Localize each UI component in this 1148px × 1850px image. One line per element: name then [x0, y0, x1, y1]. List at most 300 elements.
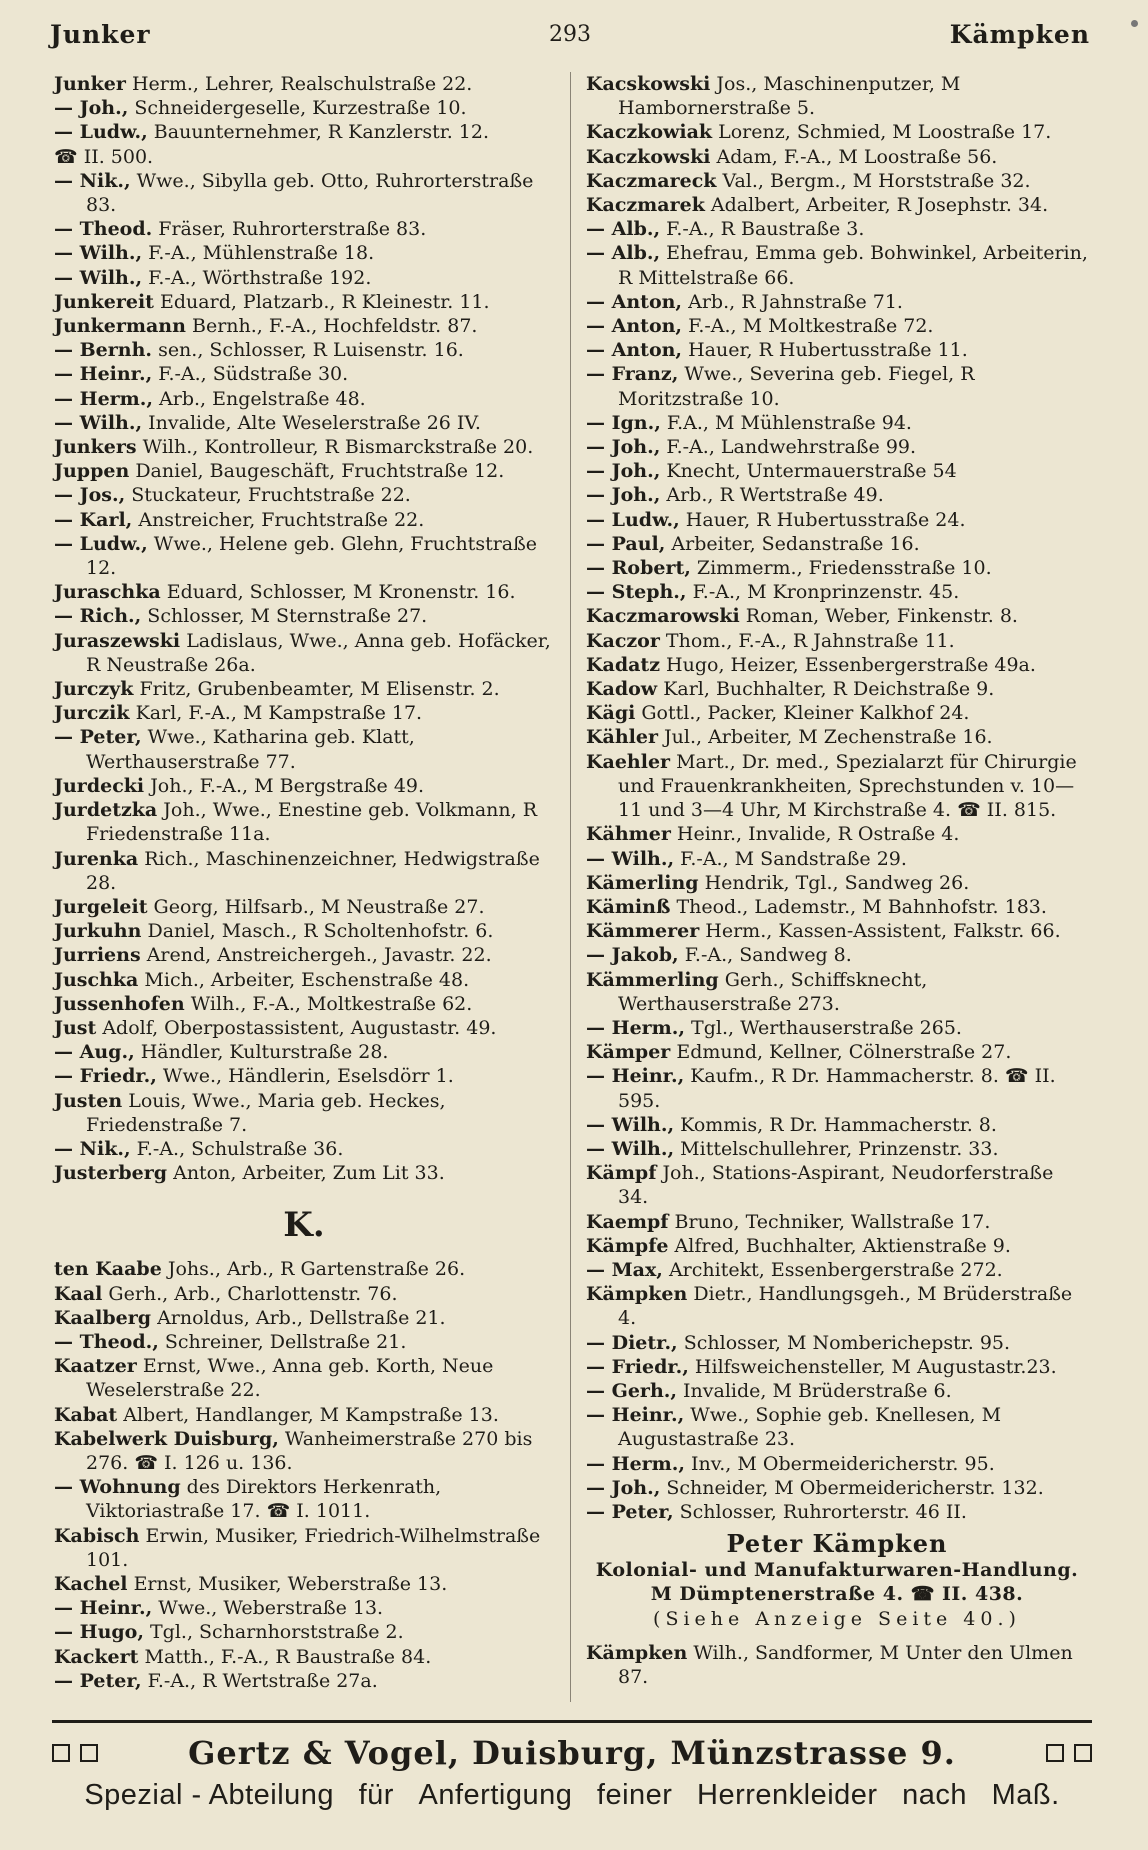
ad-address: M Dümptenerstraße 4. ☎ II. 438.	[650, 1583, 1024, 1606]
entry-name: — Peter,	[586, 1500, 674, 1523]
entry-name: Kaczkowski	[586, 145, 711, 168]
section-letter: K.	[283, 1205, 325, 1246]
entry-details: Tgl., Werthauserstraße 265.	[691, 1016, 962, 1039]
entry-details: Bernh., F.-A., Hochfeldstr. 87.	[191, 315, 478, 338]
entry-name: — Herm.,	[586, 1016, 685, 1039]
entry-details: Adam, F.-A., M Loostraße 56.	[716, 145, 998, 168]
directory-entry	[54, 532, 554, 580]
directory-entry	[54, 314, 554, 338]
square-ornament-icon	[52, 1744, 70, 1762]
directory-entry	[54, 725, 554, 773]
directory-entry	[54, 1354, 554, 1402]
directory-entry	[54, 217, 554, 241]
entry-name: — Steph.,	[586, 581, 687, 604]
left-entry-list	[54, 72, 554, 1185]
entry-name: Junkermann	[54, 315, 186, 338]
entry-name: Kaal	[54, 1282, 103, 1305]
directory-entry	[586, 556, 1088, 580]
entry-details: Arend, Anstreichergeh., Javastr. 22.	[146, 944, 492, 967]
entry-details: Eduard, Platzarb., R Kleinestr. 11.	[160, 290, 490, 313]
entry-name: Kadatz	[586, 653, 660, 676]
entry-name: Justerberg	[54, 1162, 168, 1185]
entry-details: Arb., Engelstraße 48.	[159, 387, 366, 410]
footer-firm-name: Gertz & Vogel, Duisburg, Münzstrasse 9.	[188, 1734, 956, 1772]
footer-rule	[52, 1720, 1092, 1723]
entry-name: Kämper	[586, 1041, 671, 1064]
entry-details: F.-A., R Baustraße 3.	[666, 218, 865, 241]
entry-name: Jurkuhn	[54, 920, 142, 943]
directory-entry	[586, 653, 1088, 677]
entry-name: — Ign.,	[586, 411, 661, 434]
footer-firm-line	[52, 1733, 1092, 1773]
entry-details: Albert, Handlanger, M Kampstraße 13.	[123, 1403, 499, 1426]
entry-name: — Ludw.,	[54, 121, 148, 144]
entry-name: — Rich.,	[54, 605, 142, 628]
entry-details: Zimmerm., Friedensstraße 10.	[696, 557, 992, 580]
directory-entry	[54, 387, 554, 411]
directory-entry	[54, 120, 554, 144]
entry-details: Fräser, Ruhrorterstraße 83.	[158, 218, 427, 241]
directory-entry	[586, 120, 1088, 144]
directory-entry	[54, 411, 554, 435]
entry-details: Schreiner, Dellstraße 21.	[164, 1330, 407, 1353]
entry-details: Wilh., Sandformer, M Unter den Ulmen 87.	[618, 1641, 1073, 1688]
entry-name: — Ludw.,	[586, 508, 680, 531]
entry-details: Arnoldus, Arb., Dellstraße 21.	[157, 1306, 446, 1329]
entry-details: Arbeiter, Sedanstraße 16.	[671, 532, 920, 555]
directory-entry	[54, 919, 554, 943]
directory-entry	[586, 362, 1088, 410]
entry-details: Kaufm., R Dr. Hammacherstr. 8. ☎ II. 595.	[618, 1065, 1056, 1112]
header-right-keyword: Kämpken	[949, 20, 1090, 49]
entry-details: des Direktors Herkenrath, Viktoriastraße 17. ☎ I. 1011.	[86, 1476, 442, 1523]
entry-name: — Heinr.,	[586, 1404, 685, 1427]
directory-entry	[54, 1257, 554, 1281]
directory-entry	[586, 411, 1088, 435]
entry-name: Kackert	[54, 1645, 139, 1668]
entry-details: Anton, Arbeiter, Zum Lit 33.	[173, 1162, 445, 1185]
entry-name: Jurdetzka	[54, 799, 158, 822]
footer-tagline	[52, 1779, 1092, 1812]
directory-entry	[54, 1596, 554, 1620]
entry-name: — Joh.,	[586, 460, 661, 483]
square-ornament-icon	[1074, 1744, 1092, 1762]
directory-entry	[586, 1040, 1088, 1064]
entry-details: Ernst, Wwe., Anna geb. Korth, Neue Weselerstraße 22.	[86, 1355, 494, 1402]
entry-name: Kämpken	[586, 1641, 688, 1664]
directory-entry	[54, 508, 554, 532]
entry-name: — Joh.,	[54, 97, 129, 120]
entry-name: — Peter,	[54, 1669, 142, 1692]
directory-entry	[586, 1355, 1088, 1379]
directory-entry	[54, 1403, 554, 1427]
directory-entry	[586, 338, 1088, 362]
entry-name: Kabat	[54, 1403, 118, 1426]
entry-details: Schlosser, Ruhrorterstr. 46 II.	[679, 1500, 967, 1523]
entry-details: Schneider, M Obermeidericherstr. 132.	[666, 1476, 1044, 1499]
entry-name: Juraschka	[54, 581, 161, 604]
entry-name: Junkereit	[54, 290, 154, 313]
directory-entry	[54, 943, 554, 967]
entry-name: ten Kaabe	[54, 1258, 162, 1281]
ad-reference-note: (Siehe Anzeige Seite 40.)	[653, 1607, 1021, 1630]
directory-entry	[54, 1620, 554, 1644]
directory-entry	[586, 217, 1088, 241]
entry-details: ☎ II. 500.	[54, 145, 154, 168]
entry-name: — Theod.,	[54, 1330, 159, 1353]
entry-details: Wilh., F.-A., Moltkestraße 62.	[190, 992, 473, 1015]
entry-details: Johs., Arb., R Gartenstraße 26.	[167, 1258, 466, 1281]
entry-name: Kaczmareck	[586, 169, 717, 192]
directory-entry	[586, 968, 1088, 1016]
entry-name: — Heinr.,	[586, 1065, 685, 1088]
entry-details: Herm., Kassen-Assistent, Falkstr. 66.	[705, 920, 1061, 943]
entry-name: Kaehler	[586, 750, 671, 773]
entry-details: Adalbert, Arbeiter, R Josephstr. 34.	[710, 194, 1049, 217]
directory-entry	[54, 992, 554, 1016]
entry-name: — Jakob,	[586, 944, 679, 967]
entry-details: Adolf, Oberpostassistent, Augustastr. 49.	[102, 1016, 497, 1039]
entry-name: Kaatzer	[54, 1355, 137, 1378]
directory-entry	[586, 483, 1088, 507]
ad-business-type: Kolonial- und Manufakturwaren-Handlung.	[595, 1559, 1079, 1582]
entry-details: Kommis, R Dr. Hammacherstr. 8.	[680, 1113, 997, 1136]
entry-name: — Theod.	[54, 218, 153, 241]
business-advertisement	[586, 1530, 1088, 1631]
entry-details: Stuckateur, Fruchtstraße 22.	[131, 484, 411, 507]
tagline-word: nach	[902, 1779, 968, 1811]
entry-name: — Franz,	[586, 363, 679, 386]
entry-details: F.-A., Mühlenstraße 18.	[148, 242, 375, 265]
directory-entry	[54, 774, 554, 798]
entry-details: Hauer, R Hubertusstraße 11.	[688, 339, 968, 362]
entry-name: — Dietr.,	[586, 1331, 678, 1354]
entry-name: Kämmerling	[586, 968, 719, 991]
entry-details: Daniel, Masch., R Scholtenhofstr. 6.	[147, 920, 494, 943]
directory-entry	[54, 968, 554, 992]
entry-details: Knecht, Untermauerstraße 54	[666, 460, 957, 483]
directory-entry	[586, 1016, 1088, 1040]
entry-details: Bauunternehmer, R Kanzlerstr. 12.	[153, 121, 490, 144]
directory-entry	[54, 1016, 554, 1040]
page-header	[50, 20, 1090, 60]
entry-name: — Peter,	[54, 726, 142, 749]
entry-details: Heinr., Invalide, R Ostraße 4.	[676, 823, 960, 846]
entry-details: Wwe., Katharina geb. Klatt, Werthauserstraße 77.	[86, 726, 415, 773]
entry-details: F.-A., R Wertstraße 27a.	[147, 1669, 378, 1692]
entry-details: Herm., Lehrer, Realschulstraße 22.	[131, 73, 473, 95]
entry-details: Joh., Stations-Aspirant, Neudorferstraße 34.	[618, 1162, 1054, 1209]
entry-details: Hauer, R Hubertusstraße 24.	[685, 508, 966, 531]
entry-name: — Karl,	[54, 508, 133, 531]
entry-details: F.-A., Landwehrstraße 99.	[666, 436, 917, 459]
entry-details: Roman, Weber, Finkenstr. 8.	[745, 605, 1018, 628]
directory-entry	[586, 1331, 1088, 1355]
directory-entry	[54, 604, 554, 628]
entry-name: Kaalberg	[54, 1306, 152, 1329]
square-ornament-icon	[1046, 1744, 1064, 1762]
entry-name: — Paul,	[586, 532, 666, 555]
entry-details: Wwe., Händlerin, Eselsdörr 1.	[162, 1065, 454, 1088]
tagline-word: Maß.	[991, 1779, 1060, 1811]
directory-entry	[586, 193, 1088, 217]
entry-details: Daniel, Baugeschäft, Fruchtstraße 12.	[135, 460, 505, 483]
directory-entry	[54, 1089, 554, 1137]
entry-name: Kähler	[586, 726, 658, 749]
entry-details: Karl, F.-A., M Kampstraße 17.	[135, 702, 423, 725]
column-divider	[570, 72, 571, 1702]
right-column	[586, 72, 1088, 1689]
entry-name: Kabelwerk Duisburg,	[54, 1427, 279, 1450]
entry-name: Jurenka	[54, 847, 139, 870]
directory-entry	[54, 677, 554, 701]
entry-name: Junker	[54, 73, 126, 95]
directory-entry	[586, 314, 1088, 338]
entry-name: — Heinr.,	[54, 363, 153, 386]
directory-entry	[54, 1669, 554, 1693]
directory-entry	[54, 1282, 554, 1306]
entry-name: — Aug.,	[54, 1041, 135, 1064]
directory-entry	[586, 459, 1088, 483]
directory-entry	[586, 1113, 1088, 1137]
entry-details: Gerh., Arb., Charlottenstr. 76.	[108, 1282, 398, 1305]
decorative-boxes-left	[52, 1744, 98, 1762]
directory-entry	[54, 1064, 554, 1088]
entry-name: — Robert,	[586, 557, 691, 580]
tagline-word: Anfertigung	[418, 1779, 573, 1811]
entry-name: — Jos.,	[54, 484, 126, 507]
entry-name: Kaczmarowski	[586, 605, 740, 628]
directory-entry	[586, 1161, 1088, 1209]
directory-entry	[586, 1476, 1088, 1500]
directory-entry	[586, 1210, 1088, 1234]
entry-details: Händler, Kulturstraße 28.	[140, 1041, 389, 1064]
entry-name: Jurgeleit	[54, 895, 148, 918]
tagline-word: feiner	[596, 1779, 673, 1811]
directory-entry	[586, 943, 1088, 967]
directory-entry	[54, 580, 554, 604]
entry-name: Justen	[54, 1089, 123, 1112]
left-k-entry-list	[54, 1257, 554, 1693]
entry-name: Kaczmarek	[586, 194, 705, 217]
entry-name: — Friedr.,	[586, 1355, 689, 1378]
entry-name: — Ludw.,	[54, 532, 148, 555]
directory-entry	[586, 72, 1088, 120]
entry-name: — Max,	[586, 1258, 663, 1281]
directory-entry	[54, 362, 554, 386]
entry-details: F.-A., M Sandstraße 29.	[680, 847, 907, 870]
directory-entry	[586, 677, 1088, 701]
directory-entry	[54, 1645, 554, 1669]
directory-entry	[54, 290, 554, 314]
directory-entry	[586, 847, 1088, 871]
entry-details: Anstreicher, Fruchtstraße 22.	[138, 508, 425, 531]
entry-name: Kämpken	[586, 1283, 688, 1306]
directory-entry	[586, 701, 1088, 725]
entry-details: Bruno, Techniker, Wallstraße 17.	[674, 1210, 991, 1233]
directory-entry	[586, 629, 1088, 653]
directory-entry	[54, 1475, 554, 1523]
entry-details: Arb., R Jahnstraße 71.	[688, 290, 903, 313]
entry-name: Kägi	[586, 702, 636, 725]
directory-entry	[586, 1064, 1088, 1112]
entry-details: Invalide, M Brüderstraße 6.	[683, 1379, 952, 1402]
entry-details: Wwe., Helene geb. Glehn, Fruchtstraße 12.	[86, 532, 538, 580]
entry-name: Juppen	[54, 460, 130, 483]
entry-details: sen., Schlosser, R Luisenstr. 16.	[158, 339, 464, 362]
entry-name: — Alb.,	[586, 218, 661, 241]
entry-details: Wilh., Kontrolleur, R Bismarckstraße 20.	[142, 436, 534, 459]
entry-name: Kacskowski	[586, 73, 711, 95]
directory-entry	[586, 1641, 1088, 1689]
entry-details: Wwe., Severina geb. Fiegel, R Moritzstraße 10.	[618, 363, 975, 410]
entry-details: Edmund, Kellner, Cölnerstraße 27.	[676, 1041, 1012, 1064]
page-number: 293	[549, 22, 591, 47]
tagline-word: Herrenkleider	[697, 1779, 878, 1811]
directory-entry	[54, 96, 554, 120]
entry-details: Lorenz, Schmied, M Loostraße 17.	[718, 121, 1052, 144]
directory-entry	[54, 798, 554, 846]
directory-entry	[54, 629, 554, 677]
entry-name: Jurdecki	[54, 774, 145, 797]
entry-details: F.-A., M Kronprinzenstr. 45.	[692, 581, 960, 604]
directory-entry	[586, 580, 1088, 604]
directory-entry	[586, 1452, 1088, 1476]
entry-name: Juschka	[54, 968, 139, 991]
entry-name: Kämerling	[586, 871, 699, 894]
directory-entry	[586, 532, 1088, 556]
directory-entry	[54, 701, 554, 725]
right-end-entry-list	[586, 1641, 1088, 1689]
entry-name: Kadow	[586, 678, 658, 701]
entry-name: Kaczor	[586, 629, 660, 652]
directory-entry	[54, 1572, 554, 1596]
entry-name: — Herm.,	[54, 387, 153, 410]
entry-details: Matth., F.-A., R Baustraße 84.	[144, 1645, 432, 1668]
ad-business-name: Peter Kämpken	[726, 1529, 948, 1559]
directory-entry	[586, 145, 1088, 169]
entry-details: Wanheimerstraße 270 bis 276. ☎ I. 126 u. 136.	[86, 1427, 533, 1474]
directory-entry	[54, 266, 554, 290]
entry-details: F.-A., Wörthstraße 192.	[148, 266, 372, 289]
directory-entry	[586, 169, 1088, 193]
entry-details: Gerh., Schiffsknecht, Werthauserstraße 273.	[618, 968, 928, 1015]
directory-entry	[586, 871, 1088, 895]
entry-name: — Friedr.,	[54, 1065, 157, 1088]
entry-details: Architekt, Essenbergerstraße 272.	[668, 1258, 1003, 1281]
entry-name: Jussenhofen	[54, 992, 185, 1015]
directory-entry	[586, 1500, 1088, 1524]
entry-details: Georg, Hilfsarb., M Neustraße 27.	[153, 895, 485, 918]
entry-details: Hilfsweichensteller, M Augustastr.23.	[694, 1355, 1057, 1378]
directory-entry	[54, 847, 554, 895]
directory-entry	[54, 1330, 554, 1354]
entry-details: Hendrik, Tgl., Sandweg 26.	[704, 871, 970, 894]
directory-entry	[54, 483, 554, 507]
entry-details: Dietr., Handlungsgeh., M Brüderstraße 4.	[618, 1283, 1073, 1330]
entry-name: Käminß	[586, 895, 671, 918]
directory-entry	[586, 919, 1088, 943]
entry-name: Just	[54, 1016, 97, 1039]
entry-name: Jurriens	[54, 944, 141, 967]
entry-details: Joh., Wwe., Enestine geb. Volkmann, R Friedenstraße 11a.	[86, 799, 538, 846]
entry-name: — Wilh.,	[586, 847, 675, 870]
directory-entry	[54, 1161, 554, 1185]
entry-name: — Wilh.,	[54, 266, 143, 289]
entry-details: Mart., Dr. med., Spezialarzt für Chirurgie und Frauenkrankheiten, Sprechstunden v. 10—11 und 3—4 Uhr, M Kirchstraße 4. ☎ II. 815.	[618, 750, 1077, 822]
directory-entry	[586, 1379, 1088, 1403]
entry-name: Junkers	[54, 436, 137, 459]
directory-entry	[54, 1306, 554, 1330]
directory-entry	[586, 1137, 1088, 1161]
entry-details: Arb., R Wertstraße 49.	[666, 484, 884, 507]
entry-details: Val., Bergm., M Horststraße 32.	[722, 169, 1031, 192]
entry-name: Juraszewski	[54, 629, 181, 652]
directory-entry	[586, 290, 1088, 314]
entry-name: Jurczyk	[54, 678, 134, 701]
entry-name: Kämmerer	[586, 920, 700, 943]
directory-entry	[586, 508, 1088, 532]
entry-details: Thom., F.-A., R Jahnstraße 11.	[665, 629, 955, 652]
directory-entry	[586, 1282, 1088, 1330]
entry-name: — Anton,	[586, 339, 683, 362]
entry-details: F.A., M Mühlenstraße 94.	[666, 411, 912, 434]
entry-details: Alfred, Buchhalter, Aktienstraße 9.	[674, 1234, 1011, 1257]
directory-entry	[586, 1234, 1088, 1258]
entry-details: Tgl., Scharnhorststraße 2.	[150, 1621, 404, 1644]
entry-details: Ernst, Musiker, Weberstraße 13.	[133, 1572, 448, 1595]
entry-details: Jul., Arbeiter, M Zechenstraße 16.	[664, 726, 993, 749]
entry-details: Inv., M Obermeidericherstr. 95.	[691, 1452, 995, 1475]
entry-details: Theod., Lademstr., M Bahnhofstr. 183.	[676, 895, 1047, 918]
entry-details: Ehefrau, Emma geb. Bohwinkel, Arbeiterin, R Mittelstraße 66.	[618, 242, 1088, 289]
footer-advertisement	[52, 1720, 1092, 1812]
square-ornament-icon	[80, 1744, 98, 1762]
entry-details: Schlosser, M Sternstraße 27.	[147, 605, 428, 628]
directory-entry	[54, 459, 554, 483]
directory-entry	[54, 241, 554, 265]
header-left-keyword: Junker	[50, 20, 151, 49]
directory-entry	[586, 435, 1088, 459]
entry-name: — Heinr.,	[54, 1597, 153, 1620]
entry-name: — Wilh.,	[586, 1137, 675, 1160]
entry-details: Eduard, Schlosser, M Kronenstr. 16.	[166, 581, 516, 604]
entry-details: Invalide, Alte Weselerstraße 26 IV.	[148, 411, 481, 434]
tagline-word: Spezial - Abteilung	[84, 1779, 335, 1811]
entry-details: Hugo, Heizer, Essenbergerstraße 49a.	[666, 653, 1036, 676]
entry-name: — Nik.,	[54, 169, 131, 192]
entry-name: — Joh.,	[586, 1476, 661, 1499]
entry-details: Mich., Arbeiter, Eschenstraße 48.	[144, 968, 470, 991]
entry-details: Rich., Maschinenzeichner, Hedwigstraße 28.	[86, 847, 540, 894]
entry-name: — Nik.,	[54, 1137, 131, 1160]
entry-name: Kämpf	[586, 1162, 657, 1185]
entry-details: Karl, Buchhalter, R Deichstraße 9.	[663, 678, 995, 701]
entry-name: — Anton,	[586, 315, 683, 338]
entry-details: Joh., F.-A., M Bergstraße 49.	[150, 774, 425, 797]
entry-name: Kabisch	[54, 1524, 140, 1547]
entry-details: Gottl., Packer, Kleiner Kalkhof 24.	[641, 702, 970, 725]
entry-name: — Joh.,	[586, 436, 661, 459]
entry-name: — Joh.,	[586, 484, 661, 507]
entry-details: F.-A., Südstraße 30.	[158, 363, 349, 386]
entry-name: — Wilh.,	[586, 1113, 675, 1136]
entry-details: Wwe., Sibylla geb. Otto, Ruhrorterstraße 83.	[86, 169, 534, 217]
directory-entry	[586, 750, 1088, 823]
directory-entry	[54, 1524, 554, 1572]
directory-entry	[54, 169, 554, 217]
entry-name: — Alb.,	[586, 242, 661, 265]
